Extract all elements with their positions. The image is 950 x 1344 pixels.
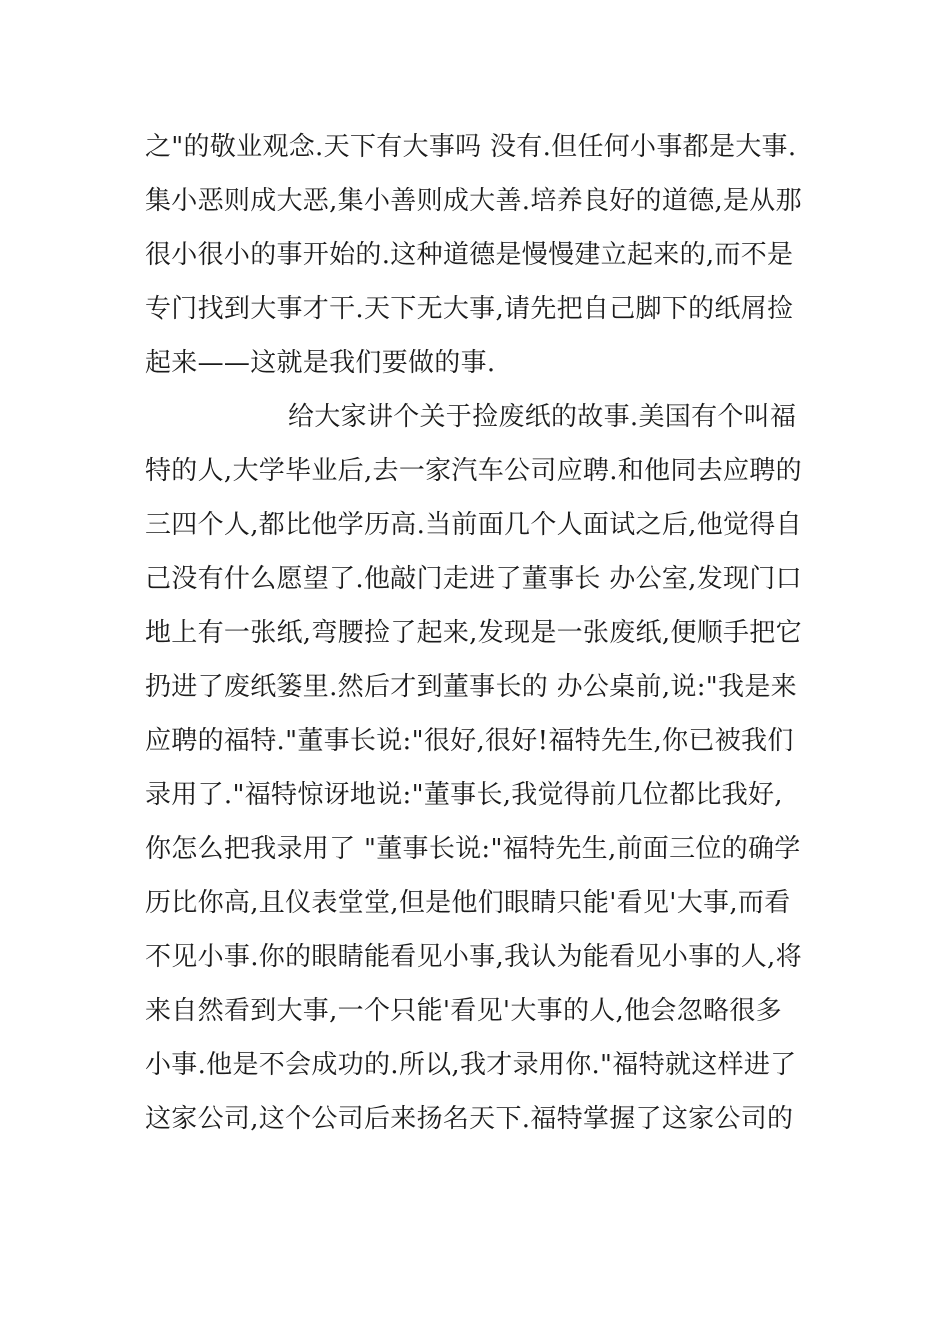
text-line: 你怎么把我录用了 "董事长说:"福特先生,前面三位的确学 — [145, 834, 801, 864]
text-line: 录用了."福特惊讶地说:"董事长,我觉得前几位都比我好, — [145, 780, 783, 810]
text-line: 己没有什么愿望了.他敲门走进了董事长 办公室,发现门口 — [145, 564, 802, 594]
text-line: 很小很小的事开始的.这种道德是慢慢建立起来的,而不是 — [145, 240, 794, 270]
text-line: 不见小事.你的眼睛能看见小事,我认为能看见小事的人,将 — [145, 942, 802, 972]
text-line: 来自然看到大事,一个只能'看见'大事的人,他会忽略很多 — [145, 996, 782, 1026]
text-line: 起来——这就是我们要做的事. — [145, 348, 496, 378]
paragraph-start-line: 给大家讲个关于捡废纸的故事.美国有个叫福 — [288, 402, 797, 432]
text-line: 扔进了废纸篓里.然后才到董事长的 办公桌前,说:"我是来 — [145, 672, 797, 702]
text-line: 之"的敬业观念.天下有大事吗 没有.但任何小事都是大事. — [145, 132, 797, 162]
text-line: 小事.他是不会成功的.所以,我才录用你."福特就这样进了 — [145, 1050, 797, 1080]
text-line: 这家公司,这个公司后来扬名天下.福特掌握了这家公司的 — [145, 1104, 794, 1134]
text-line: 专门找到大事才干.天下无大事,请先把自己脚下的纸屑捡 — [145, 294, 794, 324]
body-text — [145, 120, 815, 1146]
text-line: 特的人,大学毕业后,去一家汽车公司应聘.和他同去应聘的 — [145, 456, 802, 486]
text-line: 历比你高,且仪表堂堂,但是他们眼睛只能'看见'大事,而看 — [145, 888, 791, 918]
text-line: 地上有一张纸,弯腰捡了起来,发现是一张废纸,便顺手把它 — [145, 618, 802, 648]
text-line: 集小恶则成大恶,集小善则成大善.培养良好的道德,是从那 — [145, 186, 802, 216]
text-line: 三四个人,都比他学历高.当前面几个人面试之后,他觉得自 — [145, 510, 802, 540]
text-line: 应聘的福特."董事长说:"很好,很好!福特先生,你已被我们 — [145, 726, 794, 756]
